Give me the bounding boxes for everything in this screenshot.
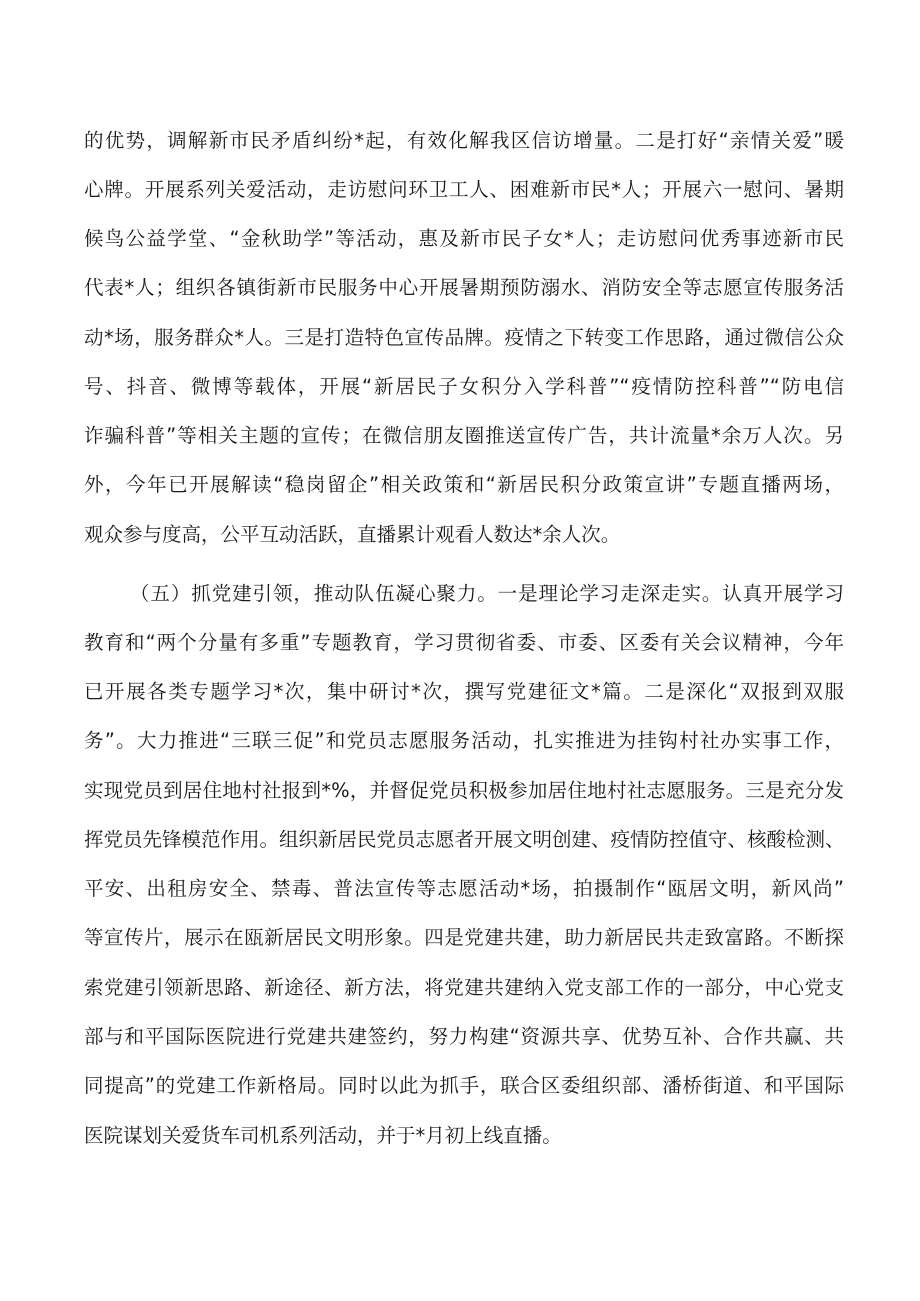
text-line: 索党建引领新思路、新途径、新方法，将党建共建纳入党支部工作的一部分，中心党支: [84, 976, 844, 999]
text-line: 实现党员到居住地村社报到*%，并督促党员积极参加居住地村社志愿服务。三是充分发: [84, 779, 844, 802]
text-line: 诈骗科普”等相关主题的宣传；在微信朋友圈推送宣传广告，共计流量*余万人次。另: [84, 424, 844, 447]
text-line: 外，今年已开展解读“稳岗留企”相关政策和“新居民积分政策宣讲”专题直播两场，: [84, 473, 844, 496]
text-line: 医院谋划关爱货车司机系列活动，并于*月初上线直播。: [84, 1124, 562, 1147]
text-line: 心牌。开展系列关爱活动，走访慰问环卫工人、困难新市民*人；开展六一慰问、暑期: [84, 178, 844, 201]
text-line: 同提高”的党建工作新格局。同时以此为抓手，联合区委组织部、潘桥街道、和平国际: [84, 1074, 844, 1097]
text-line: 部与和平国际医院进行党建共建签约，努力构建“资源共享、优势互补、合作共赢、共: [84, 1025, 844, 1048]
text-line: 务”。大力推进“三联三促”和党员志愿服务活动，扎实推进为挂钩村社办实事工作，: [84, 729, 844, 752]
text-line: 教育和“两个分量有多重”专题教育，学习贯彻省委、市委、区委有关会议精神，今年: [84, 631, 844, 654]
text-line: 号、抖音、微博等载体，开展“新居民子女积分入学科普”“疫情防控科普”“防电信: [84, 375, 844, 398]
text-line: 挥党员先锋模范作用。组织新居民党员志愿者开展文明创建、疫情防控值守、核酸检测、: [84, 828, 845, 851]
text-line: 代表*人；组织各镇街新市民服务中心开展暑期预防溺水、消防安全等志愿宣传服务活: [84, 276, 844, 299]
text-line: 平安、出租房安全、禁毒、普法宣传等志愿活动*场，拍摄制作“瓯居文明，新风尚”: [84, 877, 844, 900]
text-line: 观众参与度高，公平互动活跃，直播累计观看人数达*余人次。: [84, 523, 621, 546]
text-line: 已开展各类专题学习*次，集中研讨*次，撰写党建征文*篇。二是深化“双报到双服: [84, 680, 844, 703]
text-line: 动*场，服务群众*人。三是打造特色宣传品牌。疫情之下转变工作思路，通过微信公众: [84, 326, 844, 349]
text-line: （五）抓党建引领，推动队伍凝心聚力。一是理论学习走深走实。认真开展学习: [130, 582, 844, 605]
text-line: 的优势，调解新市民矛盾纠纷*起，有效化解我区信访增量。二是打好“亲情关爱”暖: [84, 129, 844, 152]
text-line: 等宣传片，展示在瓯新居民文明形象。四是党建共建，助力新居民共走致富路。不断探: [84, 926, 844, 949]
text-line: 候鸟公益学堂、“金秋助学”等活动，惠及新市民子女*人；走访慰问优秀事迹新市民: [84, 227, 844, 250]
